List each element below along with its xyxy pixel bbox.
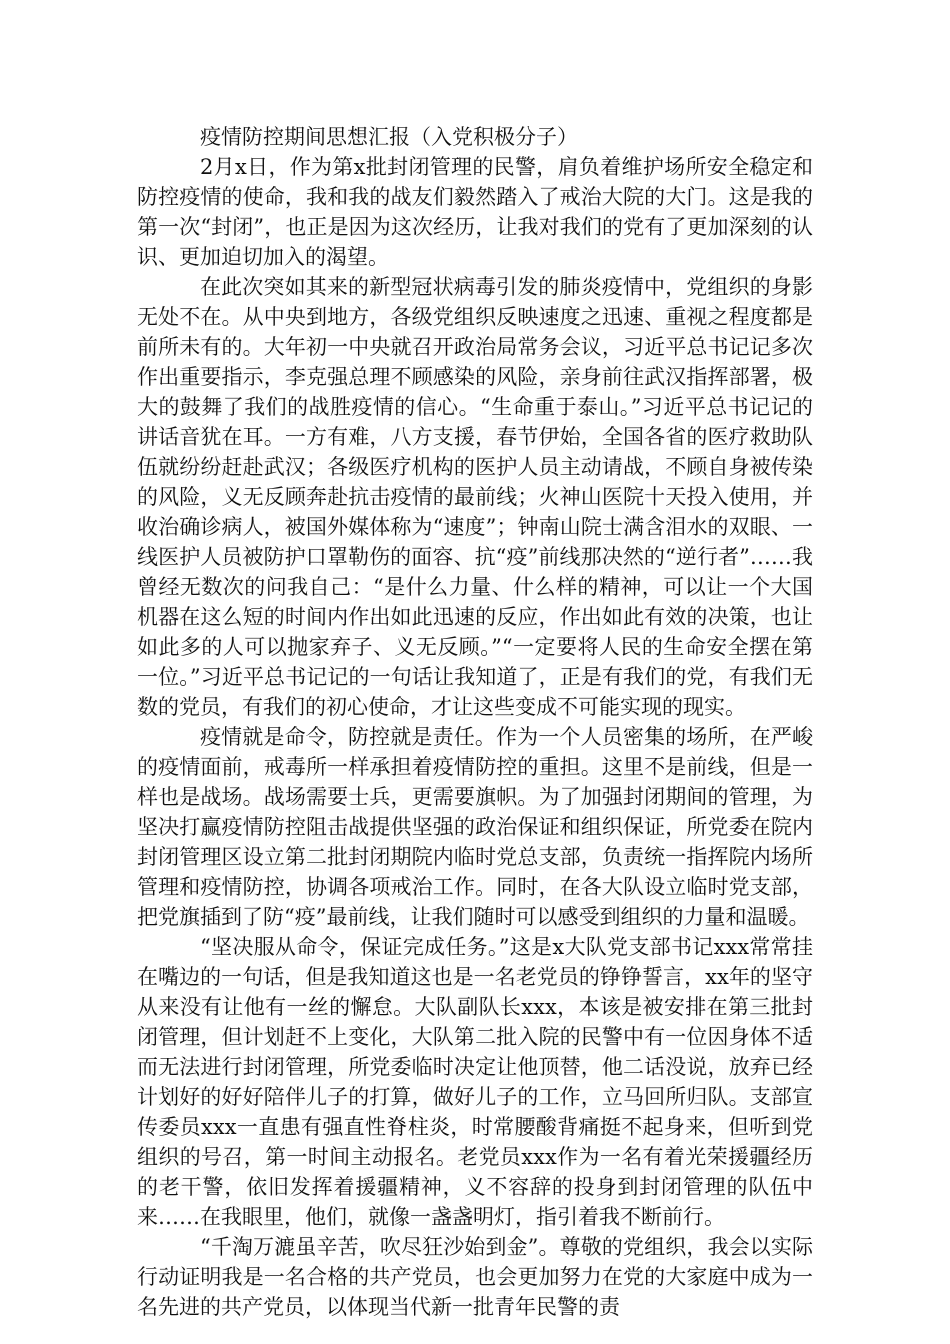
paragraph-2: 在此次突如其来的新型冠状病毒引发的肺炎疫情中，党组织的身影无处不在。从中央到地方，各级党组织反映速度之迅速、重视之程度都是前所未有的。大年初一中央就召开政治局常务会议，习近平总书记记多次作出重要指示，李克强总理不顾感染的风险，亲身前往武汉指挥部署，极大的鼓舞了我们的战胜疫情的信心。“生命重于泰山。”习近平总书记记的讲话音犹在耳。一方有难，八方支援，春节伊始，全国各省的医疗救助队伍就纷纷赶赴武汉；各级医疗机构的医护人员主动请战，不顾自身被传染的风险，义无反顾奔赴抗击疫情的最前线；火神山医院十天投入使用，并收治确诊病人，被国外媒体称为“速度”；钟南山院士满含泪水的双眼、一线医护人员被防护口罩勒伤的面容、抗“疫”前线那决然的“逆行者”……我曾经无数次的问我自己：“是什么力量、什么样的精神，可以让一个大国机器在这么短的时间内作出如此迅速的反应，作出如此有效的决策，也让如此多的人可以抛家弃子、义无反顾。”“一定要将人民的生命安全摆在第一位。”习近平总书记记的一句话让我知道了，正是有我们的党，有我们无数的党员，有我们的初心使命，才让这些变成不可能实现的现实。 — [137, 275, 813, 719]
document-title: 疫情防控期间思想汇报（入党积极分子） — [200, 125, 578, 149]
document-body — [137, 122, 813, 1322]
paragraph-4: “坚决服从命令，保证完成任务。”这是x大队党支部书记xxx常常挂在嘴边的一句话，但是我知道这也是一名老党员的铮铮誓言，xx年的坚守从来没有让他有一丝的懈怠。大队副队长xxx，本该是被安排在第三批封闭管理，但计划赶不上变化，大队第二批入院的民警中有一位因身体不适而无法进行封闭管理，所党委临时决定让他顶替，他二话没说，放弃已经计划好的好好陪伴儿子的打算，做好儿子的工作，立马回所归队。支部宣传委员xxx一直患有强直性脊柱炎，时常腰酸背痛挺不起身来，但听到党组织的号召，第一时间主动报名。老党员xxx作为一名有着光荣援疆经历的老干警，依旧发挥着援疆精神，义不容辞的投身到封闭管理的队伍中来……在我眼里，他们，就像一盏盏明灯，指引着我不断前行。 — [137, 935, 813, 1229]
paragraph-1: 2月x日，作为第x批封闭管理的民警，肩负着维护场所安全稳定和防控疫情的使命，我和我的战友们毅然踏入了戒治大院的大门。这是我的第一次“封闭”，也正是因为这次经历，让我对我们的党有了更加深刻的认识、更加迫切加入的渴望。 — [137, 155, 813, 269]
paragraph-3: 疫情就是命令，防控就是责任。作为一个人员密集的场所，在严峻的疫情面前，戒毒所一样承担着疫情防控的重担。这里不是前线，但是一样也是战场。战场需要士兵，更需要旗帜。为了加强封闭期间的管理，为坚决打赢疫情防控阻击战提供坚强的政治保证和组织保证，所党委在院内封闭管理区设立第二批封闭期院内临时党总支部，负责统一指挥院内场所管理和疫情防控，协调各项戒治工作。同时，在各大队设立临时党支部，把党旗插到了防“疫”最前线，让我们随时可以感受到组织的力量和温暖。 — [137, 725, 813, 929]
paragraph-5: “千淘万漉虽辛苦，吹尽狂沙始到金”。尊敬的党组织，我会以实际行动证明我是一名合格的共产党员，也会更加努力在党的大家庭中成为一名先进的共产党员，以体现当代新一批青年民警的责 — [137, 1235, 813, 1319]
